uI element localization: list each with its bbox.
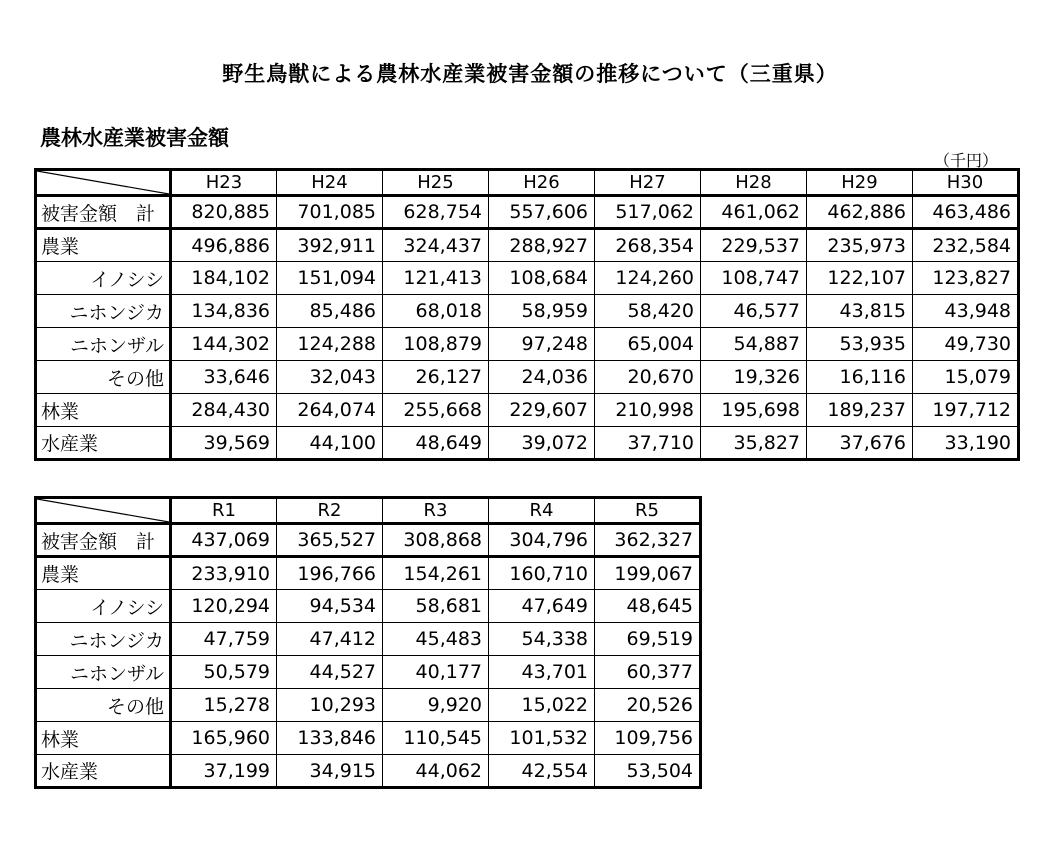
value-cell: 304,796 [489, 524, 595, 557]
value-cell: 47,412 [277, 623, 383, 656]
value-cell: 517,062 [595, 196, 701, 229]
table-row-forestry [36, 722, 701, 755]
year-header: H30 [913, 170, 1019, 196]
value-cell: 160,710 [489, 557, 595, 590]
value-cell: 110,545 [383, 722, 489, 755]
value-cell: 108,879 [383, 328, 489, 361]
value-cell: 120,294 [171, 590, 277, 623]
value-cell: 15,079 [913, 361, 1019, 394]
table-row-boar [36, 262, 1019, 295]
year-header: H26 [489, 170, 595, 196]
value-cell: 462,886 [807, 196, 913, 229]
value-cell: 108,684 [489, 262, 595, 295]
value-cell: 196,766 [277, 557, 383, 590]
value-cell: 496,886 [171, 229, 277, 262]
value-cell: 34,915 [277, 755, 383, 788]
value-cell: 44,527 [277, 656, 383, 689]
value-cell: 701,085 [277, 196, 383, 229]
value-cell: 233,910 [171, 557, 277, 590]
value-cell: 68,018 [383, 295, 489, 328]
year-header: R5 [595, 498, 701, 524]
value-cell: 37,710 [595, 427, 701, 460]
value-cell: 40,177 [383, 656, 489, 689]
value-cell: 58,959 [489, 295, 595, 328]
value-cell: 392,911 [277, 229, 383, 262]
table-row-monkey [36, 656, 701, 689]
value-cell: 69,519 [595, 623, 701, 656]
value-cell: 33,190 [913, 427, 1019, 460]
value-cell: 46,577 [701, 295, 807, 328]
row-label-monkey: ニホンザル [36, 656, 171, 689]
value-cell: 268,354 [595, 229, 701, 262]
table-row-deer [36, 623, 701, 656]
value-cell: 43,815 [807, 295, 913, 328]
value-cell: 264,074 [277, 394, 383, 427]
value-cell: 628,754 [383, 196, 489, 229]
table-row-agriculture [36, 557, 701, 590]
row-label-boar: イノシシ [36, 590, 171, 623]
value-cell: 133,846 [277, 722, 383, 755]
value-cell: 54,887 [701, 328, 807, 361]
value-cell: 47,649 [489, 590, 595, 623]
value-cell: 121,413 [383, 262, 489, 295]
value-cell: 97,248 [489, 328, 595, 361]
value-cell: 184,102 [171, 262, 277, 295]
year-header: H25 [383, 170, 489, 196]
value-cell: 151,094 [277, 262, 383, 295]
value-cell: 229,607 [489, 394, 595, 427]
value-cell: 123,827 [913, 262, 1019, 295]
diagonal-line [37, 171, 169, 194]
value-cell: 232,584 [913, 229, 1019, 262]
table-row-other [36, 689, 701, 722]
year-header: R4 [489, 498, 595, 524]
value-cell: 108,747 [701, 262, 807, 295]
diagonal-line [37, 499, 169, 522]
value-cell: 37,676 [807, 427, 913, 460]
value-cell: 288,927 [489, 229, 595, 262]
row-label-fishery: 水産業 [36, 755, 171, 788]
value-cell: 50,579 [171, 656, 277, 689]
value-cell: 85,486 [277, 295, 383, 328]
value-cell: 35,827 [701, 427, 807, 460]
row-label-agriculture: 農業 [36, 229, 171, 262]
value-cell: 461,062 [701, 196, 807, 229]
table-row-fishery [36, 427, 1019, 460]
value-cell: 122,107 [807, 262, 913, 295]
value-cell: 10,293 [277, 689, 383, 722]
value-cell: 109,756 [595, 722, 701, 755]
row-label-monkey: ニホンザル [36, 328, 171, 361]
year-header: R1 [171, 498, 277, 524]
value-cell: 24,036 [489, 361, 595, 394]
value-cell: 189,237 [807, 394, 913, 427]
value-cell: 235,973 [807, 229, 913, 262]
value-cell: 324,437 [383, 229, 489, 262]
value-cell: 437,069 [171, 524, 277, 557]
value-cell: 365,527 [277, 524, 383, 557]
row-label-boar: イノシシ [36, 262, 171, 295]
table-row-boar [36, 590, 701, 623]
row-label-other: その他 [36, 361, 171, 394]
year-header: H29 [807, 170, 913, 196]
table-row-forestry [36, 394, 1019, 427]
value-cell: 463,486 [913, 196, 1019, 229]
damage-table-reiwa [34, 496, 702, 789]
value-cell: 820,885 [171, 196, 277, 229]
table-row-monkey [36, 328, 1019, 361]
value-cell: 229,537 [701, 229, 807, 262]
value-cell: 43,701 [489, 656, 595, 689]
value-cell: 16,116 [807, 361, 913, 394]
value-cell: 44,062 [383, 755, 489, 788]
header-corner-cell [36, 170, 171, 196]
value-cell: 19,326 [701, 361, 807, 394]
page-title: 野生鳥獣による農林水産業被害金額の推移について（三重県） [222, 62, 838, 86]
value-cell: 32,043 [277, 361, 383, 394]
table-row-deer [36, 295, 1019, 328]
value-cell: 58,420 [595, 295, 701, 328]
value-cell: 39,072 [489, 427, 595, 460]
value-cell: 43,948 [913, 295, 1019, 328]
value-cell: 58,681 [383, 590, 489, 623]
value-cell: 65,004 [595, 328, 701, 361]
value-cell: 37,199 [171, 755, 277, 788]
value-cell: 9,920 [383, 689, 489, 722]
value-cell: 154,261 [383, 557, 489, 590]
damage-table-heisei [34, 168, 1020, 461]
value-cell: 557,606 [489, 196, 595, 229]
value-cell: 53,504 [595, 755, 701, 788]
value-cell: 94,534 [277, 590, 383, 623]
value-cell: 42,554 [489, 755, 595, 788]
value-cell: 44,100 [277, 427, 383, 460]
value-cell: 124,288 [277, 328, 383, 361]
value-cell: 255,668 [383, 394, 489, 427]
row-label-fishery: 水産業 [36, 427, 171, 460]
year-header: H28 [701, 170, 807, 196]
value-cell: 60,377 [595, 656, 701, 689]
value-cell: 124,260 [595, 262, 701, 295]
table-row-other [36, 361, 1019, 394]
value-cell: 53,935 [807, 328, 913, 361]
year-header: R3 [383, 498, 489, 524]
unit-label: （千円） [934, 151, 999, 170]
value-cell: 47,759 [171, 623, 277, 656]
row-label-deer: ニホンジカ [36, 295, 171, 328]
value-cell: 308,868 [383, 524, 489, 557]
value-cell: 48,645 [595, 590, 701, 623]
row-label-agriculture: 農業 [36, 557, 171, 590]
value-cell: 49,730 [913, 328, 1019, 361]
table-row-total [36, 196, 1019, 229]
table-row-agriculture [36, 229, 1019, 262]
value-cell: 15,022 [489, 689, 595, 722]
section-title: 農林水産業被害金額 [40, 126, 229, 150]
row-label-forestry: 林業 [36, 394, 171, 427]
row-label-other: その他 [36, 689, 171, 722]
value-cell: 362,327 [595, 524, 701, 557]
value-cell: 195,698 [701, 394, 807, 427]
year-header: H23 [171, 170, 277, 196]
year-header: R2 [277, 498, 383, 524]
value-cell: 101,532 [489, 722, 595, 755]
value-cell: 134,836 [171, 295, 277, 328]
year-header: H24 [277, 170, 383, 196]
value-cell: 54,338 [489, 623, 595, 656]
value-cell: 48,649 [383, 427, 489, 460]
header-corner-cell [36, 498, 171, 524]
row-label-forestry: 林業 [36, 722, 171, 755]
row-label-deer: ニホンジカ [36, 623, 171, 656]
value-cell: 197,712 [913, 394, 1019, 427]
value-cell: 199,067 [595, 557, 701, 590]
value-cell: 33,646 [171, 361, 277, 394]
value-cell: 165,960 [171, 722, 277, 755]
value-cell: 45,483 [383, 623, 489, 656]
value-cell: 15,278 [171, 689, 277, 722]
year-header: H27 [595, 170, 701, 196]
value-cell: 210,998 [595, 394, 701, 427]
value-cell: 20,526 [595, 689, 701, 722]
row-label-total: 被害金額 計 [36, 196, 171, 229]
value-cell: 26,127 [383, 361, 489, 394]
value-cell: 144,302 [171, 328, 277, 361]
value-cell: 284,430 [171, 394, 277, 427]
table-row-total [36, 524, 701, 557]
value-cell: 20,670 [595, 361, 701, 394]
value-cell: 39,569 [171, 427, 277, 460]
table-row-fishery [36, 755, 701, 788]
row-label-total: 被害金額 計 [36, 524, 171, 557]
